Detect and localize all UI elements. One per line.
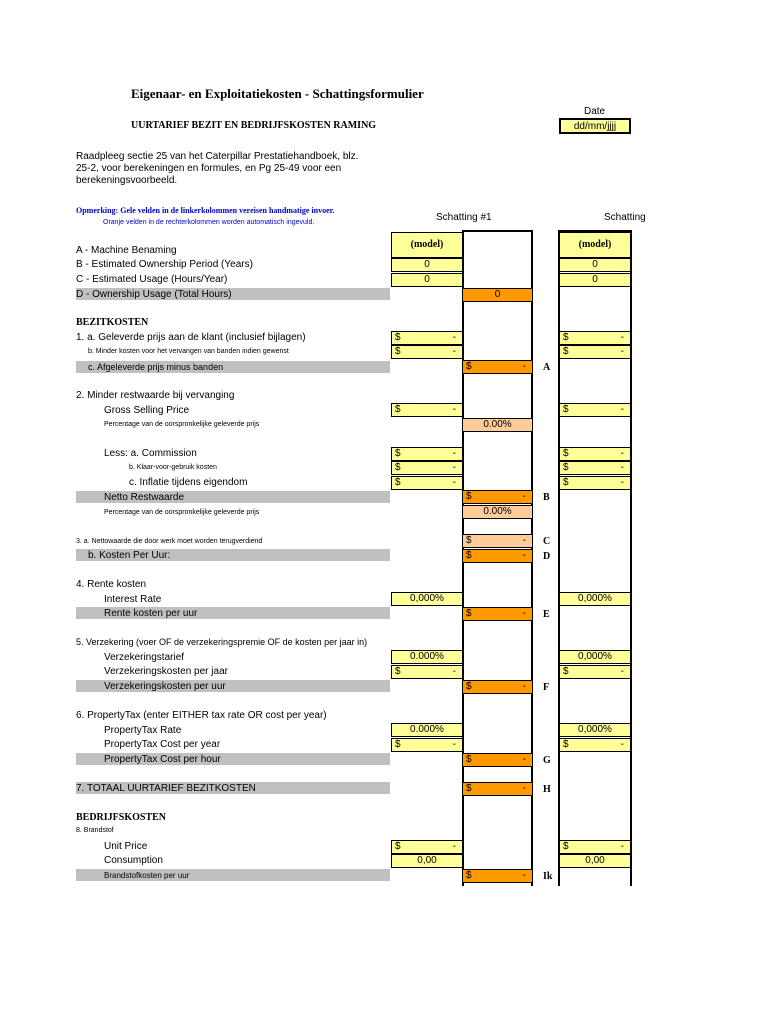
tax-year-input-2[interactable]: $ - bbox=[559, 738, 631, 752]
letter-e: E bbox=[543, 609, 550, 620]
letter-d: D bbox=[543, 551, 551, 562]
cost-per-hour-output: $ - bbox=[462, 549, 533, 563]
letter-h: H bbox=[543, 784, 551, 795]
tax-rate-input-2[interactable]: 0,000% bbox=[559, 723, 631, 737]
insurance-year-input-1[interactable]: $ - bbox=[391, 665, 463, 679]
date-field[interactable]: dd/mm/jjjj bbox=[559, 118, 631, 134]
insurance-year-input-2[interactable]: $ - bbox=[559, 665, 631, 679]
letter-g: G bbox=[543, 755, 551, 766]
tire-cost-input-2[interactable]: $ - bbox=[559, 345, 631, 359]
tax-rate-input-1[interactable]: 0.000% bbox=[391, 723, 463, 737]
col2-left-border bbox=[558, 230, 560, 886]
label-7: 7. TOTAAL UURTARIEF BEZITKOSTEN bbox=[76, 783, 256, 794]
label-less-a: Less: a. Commission bbox=[104, 448, 197, 459]
label-pct-orig: Percentage van de oorspronkelijke geleverde prijs bbox=[104, 421, 260, 428]
page-title: Eigenaar- en Exploitatiekosten - Schattingsformulier bbox=[131, 86, 424, 101]
note-yellow: Opmerking: Gele velden in de linkerkolommen vereisen handmatige invoer. bbox=[76, 206, 335, 215]
label-pct-orig-2: Percentage van de oorspronkelijke geleverde prijs bbox=[104, 509, 260, 516]
letter-i: Ik bbox=[543, 871, 553, 882]
label-consumption: Consumption bbox=[104, 855, 163, 866]
col1-top-border bbox=[462, 230, 533, 232]
section-bedrijfskosten: BEDRIJFSKOSTEN bbox=[76, 812, 167, 823]
insurance-rate-input-1[interactable]: 0.000% bbox=[391, 650, 463, 664]
label-1c: c. Afgeleverde prijs minus banden bbox=[88, 362, 224, 372]
label-1a: 1. a. Geleverde prijs aan de klant (inclusief bijlagen) bbox=[76, 332, 306, 343]
label-pt-hour: PropertyTax Cost per hour bbox=[104, 754, 221, 765]
label-2: 2. Minder restwaarde bij vervanging bbox=[76, 390, 235, 401]
date-label: Date bbox=[584, 106, 606, 117]
note-orange: Oranje velden in de rechterkolommen worden automatisch ingevuld. bbox=[103, 219, 315, 226]
label-unit: Unit Price bbox=[104, 841, 148, 852]
label-brandstof-uur: Brandstofkosten per uur bbox=[104, 871, 190, 880]
column-header-1: Schatting #1 bbox=[436, 212, 492, 223]
label-verz-uur: Verzekeringskosten per uur bbox=[104, 681, 226, 692]
label-d: D - Ownership Usage (Total Hours) bbox=[76, 289, 232, 300]
usage-input-1[interactable]: 0 bbox=[391, 273, 463, 287]
label-8: 8. Brandstof bbox=[76, 827, 114, 834]
pct-orig-output-2: 0.00% bbox=[462, 505, 533, 519]
unit-price-input-2[interactable]: $ - bbox=[559, 840, 631, 854]
insurance-hour-output: $ - bbox=[462, 680, 533, 694]
gross-price-input-2[interactable]: $ - bbox=[559, 403, 631, 417]
total-ownership-output: $ - bbox=[462, 782, 533, 796]
tire-cost-input-1[interactable]: $ - bbox=[391, 345, 463, 359]
label-6: 6. PropertyTax (enter EITHER tax rate OR cost per year) bbox=[76, 710, 327, 721]
ready-cost-input-1[interactable]: $ - bbox=[391, 461, 463, 475]
consumption-input-1[interactable]: 0,00 bbox=[391, 854, 463, 868]
fuel-hour-output: $ - bbox=[462, 869, 533, 883]
usage-input-2[interactable]: 0 bbox=[559, 273, 631, 287]
letter-f: F bbox=[543, 682, 550, 693]
label-less-c: c. Inflatie tijdens eigendom bbox=[129, 477, 248, 488]
delivered-price-input-1[interactable]: $ - bbox=[391, 331, 463, 345]
label-4: 4. Rente kosten bbox=[76, 579, 147, 590]
inflation-input-1[interactable]: $ - bbox=[391, 476, 463, 490]
label-b: B - Estimated Ownership Period (Years) bbox=[76, 259, 253, 270]
net-value-output: $ - bbox=[462, 534, 533, 548]
label-verz-tarief: Verzekeringstarief bbox=[104, 652, 185, 663]
label-verz-jaar: Verzekeringskosten per jaar bbox=[104, 666, 228, 677]
unit-price-input-1[interactable]: $ - bbox=[391, 840, 463, 854]
intro-line-3: berekeningsvoorbeeld. bbox=[76, 175, 178, 186]
interest-per-hour-output: $ - bbox=[462, 607, 533, 621]
letter-a: A bbox=[543, 362, 551, 373]
page-subtitle: UURTARIEF BEZIT EN BEDRIJFSKOSTEN RAMING bbox=[131, 120, 377, 131]
pct-orig-output: 0.00% bbox=[462, 418, 533, 432]
label-a: A - Machine Benaming bbox=[76, 245, 177, 256]
inflation-input-2[interactable]: $ - bbox=[559, 476, 631, 490]
label-interest: Interest Rate bbox=[104, 594, 162, 605]
label-5: 5. Verzekering (voer OF de verzekeringspremie OF de kosten per jaar in) bbox=[76, 637, 368, 647]
letter-c: C bbox=[543, 536, 551, 547]
label-c: C - Estimated Usage (Hours/Year) bbox=[76, 274, 228, 285]
model-input-2[interactable]: (model) bbox=[559, 232, 631, 258]
label-gross: Gross Selling Price bbox=[104, 405, 190, 416]
intro-line-2: 25-2, voor berekeningen en formules, en Pg 25-49 voor een bbox=[76, 163, 342, 174]
interest-rate-input-1[interactable]: 0,000% bbox=[391, 592, 463, 606]
ownership-period-input-2[interactable]: 0 bbox=[559, 258, 631, 272]
tax-hour-output: $ - bbox=[462, 753, 533, 767]
section-bezitkosten: BEZITKOSTEN bbox=[76, 317, 149, 328]
col2-right-border bbox=[630, 230, 632, 886]
total-hours-output: 0 bbox=[462, 288, 533, 302]
label-pt-year: PropertyTax Cost per year bbox=[104, 739, 221, 750]
commission-input-2[interactable]: $ - bbox=[559, 447, 631, 461]
tax-year-input-1[interactable]: $ - bbox=[391, 738, 463, 752]
price-minus-tires-output: $ - bbox=[462, 360, 533, 374]
label-netto: Netto Restwaarde bbox=[104, 492, 185, 503]
insurance-rate-input-2[interactable]: 0,000% bbox=[559, 650, 631, 664]
model-input-1[interactable]: (model) bbox=[391, 232, 463, 258]
label-less-b: b. Klaar-voor-gebruik kosten bbox=[129, 464, 217, 471]
label-rente-uur: Rente kosten per uur bbox=[104, 608, 198, 619]
intro-line-1: Raadpleeg sectie 25 van het Caterpillar Prestatiehandboek, blz. bbox=[76, 151, 359, 162]
delivered-price-input-2[interactable]: $ - bbox=[559, 331, 631, 345]
net-residual-output: $ - bbox=[462, 490, 533, 504]
consumption-input-2[interactable]: 0,00 bbox=[559, 854, 631, 868]
ready-cost-input-2[interactable]: $ - bbox=[559, 461, 631, 475]
label-1b: b. Minder kosten voor het vervangen van banden indien gewenst bbox=[88, 348, 289, 355]
interest-rate-input-2[interactable]: 0,000% bbox=[559, 592, 631, 606]
gross-price-input-1[interactable]: $ - bbox=[391, 403, 463, 417]
label-3a: 3. a. Nettowaarde die door werk moet worden terugverdiend bbox=[76, 538, 263, 545]
letter-b: B bbox=[543, 492, 550, 503]
ownership-period-input-1[interactable]: 0 bbox=[391, 258, 463, 272]
label-pt-rate: PropertyTax Rate bbox=[104, 725, 182, 736]
label-3b: b. Kosten Per Uur: bbox=[88, 550, 171, 561]
commission-input-1[interactable]: $ - bbox=[391, 447, 463, 461]
column-header-2: Schatting bbox=[604, 212, 646, 223]
